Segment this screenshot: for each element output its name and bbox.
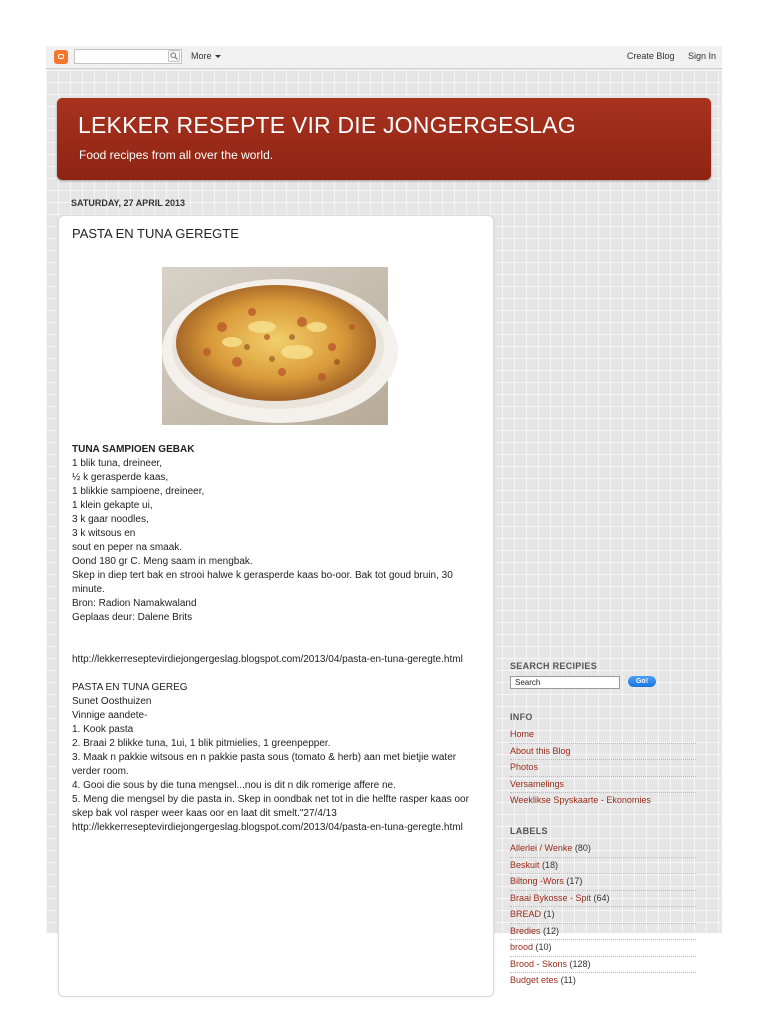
post-text-line: Oond 180 gr C. Meng saam in mengbak. bbox=[72, 556, 253, 567]
post-text-line: 4. Gooi die sous by die tuna mengsel...nou is dit n dik romerige affere ne. bbox=[72, 780, 396, 791]
label-count: (10) bbox=[535, 942, 552, 952]
post-text-line: 2. Braai 2 blikke tuna, 1ui, 1 blik pitmielies, 1 greenpepper. bbox=[72, 738, 331, 749]
post-text-line: 3. Maak n pakkie witsous en n pakkie pasta sous (tomato & herb) aan met bietjie water verder room. bbox=[72, 752, 457, 777]
blog-post bbox=[58, 215, 494, 997]
label-name[interactable]: Brood - Skons bbox=[510, 958, 568, 969]
label-count: (64) bbox=[593, 892, 610, 903]
post-text-line: Geplaas deur: Dalene Brits bbox=[72, 612, 193, 623]
post-text-line: TUNA SAMPIOEN GEBAK bbox=[72, 444, 195, 455]
search-widget-title: SEARCH RECIPIES bbox=[510, 661, 598, 671]
info-link[interactable]: Photos bbox=[510, 760, 696, 777]
search-go-button[interactable]: Go! bbox=[628, 676, 656, 687]
post-text-line: Sunet Oosthuizen bbox=[72, 696, 152, 707]
post-text-line: ½ k gerasperde kaas, bbox=[72, 472, 169, 483]
more-label: More bbox=[191, 51, 212, 61]
blogger-navbar bbox=[46, 46, 722, 69]
blogger-logo-icon[interactable] bbox=[54, 50, 68, 64]
post-blank-line bbox=[72, 625, 482, 639]
label-count: (11) bbox=[560, 975, 576, 985]
post-text-line: 1. Kook pasta bbox=[72, 724, 134, 735]
post-text-line[interactable]: http://lekkerreseptevirdiejongergeslag.blogspot.com/2013/04/pasta-en-tuna-geregte.html bbox=[72, 654, 463, 665]
navbar-search-input[interactable] bbox=[74, 49, 182, 64]
post-text-line: 1 klein gekapte ui, bbox=[72, 500, 153, 511]
label-count: (80) bbox=[574, 843, 591, 853]
caret-down-icon bbox=[215, 55, 221, 58]
label-name[interactable]: Bredies bbox=[510, 925, 541, 936]
blog-description: Food recipes from all over the world. bbox=[79, 148, 274, 162]
pasta-dish-image bbox=[162, 267, 388, 425]
pasta-bake-photo[interactable] bbox=[162, 267, 388, 425]
date-header: SATURDAY, 27 APRIL 2013 bbox=[71, 198, 186, 208]
post-blank-line bbox=[72, 639, 482, 653]
info-link[interactable]: Weeklikse Spyskaarte - Ekonomies bbox=[510, 795, 651, 805]
post-text-line: 1 blik tuna, dreineer, bbox=[72, 458, 163, 469]
info-link[interactable]: Versamelings bbox=[510, 777, 696, 794]
info-widget-title: INFO bbox=[510, 712, 533, 722]
post-text-line: 1 blikkie sampioene, dreineer, bbox=[72, 486, 205, 497]
info-link[interactable]: Home bbox=[510, 727, 696, 744]
blog-page bbox=[46, 46, 722, 985]
label-item[interactable] bbox=[510, 957, 696, 974]
post-title[interactable]: PASTA EN TUNA GEREGTE bbox=[72, 226, 239, 241]
sign-in-link[interactable]: Sign In bbox=[687, 51, 716, 61]
post-text-line[interactable]: http://lekkerreseptevirdiejongergeslag.blogspot.com/2013/04/pasta-en-tuna-geregte.html bbox=[72, 822, 463, 833]
navbar-search-button[interactable] bbox=[168, 50, 180, 62]
post-text-line: 5. Meng die mengsel by die pasta in. Skep in oondbak net tot in die helfte rasper kaas oor skep bak vol rasper weer kaas oor en laat dit smelt."27/4/13 bbox=[72, 794, 469, 819]
post-text-line: PASTA EN TUNA GEREG bbox=[72, 682, 188, 693]
post-text-line: 3 k witsous en bbox=[72, 528, 136, 539]
label-item[interactable] bbox=[510, 874, 696, 891]
label-item[interactable] bbox=[510, 907, 696, 924]
label-name[interactable]: Allerlei / Wenke bbox=[510, 843, 573, 853]
label-item[interactable] bbox=[510, 973, 696, 989]
info-link[interactable]: About this Blog bbox=[510, 744, 696, 761]
label-name[interactable]: brood bbox=[510, 942, 534, 952]
post-text-line: Vinnige aandete- bbox=[72, 710, 148, 721]
navbar-actions bbox=[616, 51, 716, 61]
label-name[interactable]: Braai Bykosse - Spit bbox=[510, 892, 592, 903]
content-frame bbox=[46, 88, 722, 985]
post-text-line: 3 k gaar noodles, bbox=[72, 514, 149, 525]
create-blog-link[interactable]: Create Blog bbox=[626, 51, 675, 61]
label-count: (18) bbox=[542, 859, 559, 870]
labels-widget-title: LABELS bbox=[510, 826, 548, 836]
navbar-more-menu[interactable] bbox=[191, 51, 221, 61]
post-blank-line bbox=[72, 667, 482, 681]
label-item[interactable] bbox=[510, 924, 696, 941]
label-count: (12) bbox=[543, 925, 560, 936]
search-recipes-input[interactable] bbox=[510, 676, 620, 689]
label-name[interactable]: BREAD bbox=[510, 909, 542, 919]
label-name[interactable]: Beskuit bbox=[510, 859, 540, 870]
label-item[interactable] bbox=[510, 940, 696, 957]
label-item[interactable] bbox=[510, 891, 696, 908]
label-count: (17) bbox=[566, 876, 583, 886]
post-body bbox=[72, 443, 482, 835]
label-item[interactable] bbox=[510, 841, 696, 858]
post-text-line: Bron: Radion Namakwaland bbox=[72, 598, 197, 609]
post-text-line: sout en peper na smaak. bbox=[72, 542, 183, 553]
blog-header bbox=[57, 98, 711, 180]
label-count: (1) bbox=[543, 909, 555, 919]
magnifier-icon bbox=[170, 52, 178, 60]
label-item[interactable] bbox=[510, 858, 696, 875]
label-count: (128) bbox=[569, 958, 591, 969]
post-text-line: Skep in diep tert bak en strooi halwe k gerasperde kaas bo-oor. Bak tot goud bruin, 30 minute. bbox=[72, 570, 453, 595]
info-links bbox=[510, 727, 696, 809]
labels-list bbox=[510, 841, 696, 989]
blog-title[interactable]: LEKKER RESEPTE VIR DIE JONGERGESLAG bbox=[78, 112, 576, 138]
label-name[interactable]: Biltong -Wors bbox=[510, 876, 564, 886]
label-name[interactable]: Budget etes bbox=[510, 975, 559, 985]
